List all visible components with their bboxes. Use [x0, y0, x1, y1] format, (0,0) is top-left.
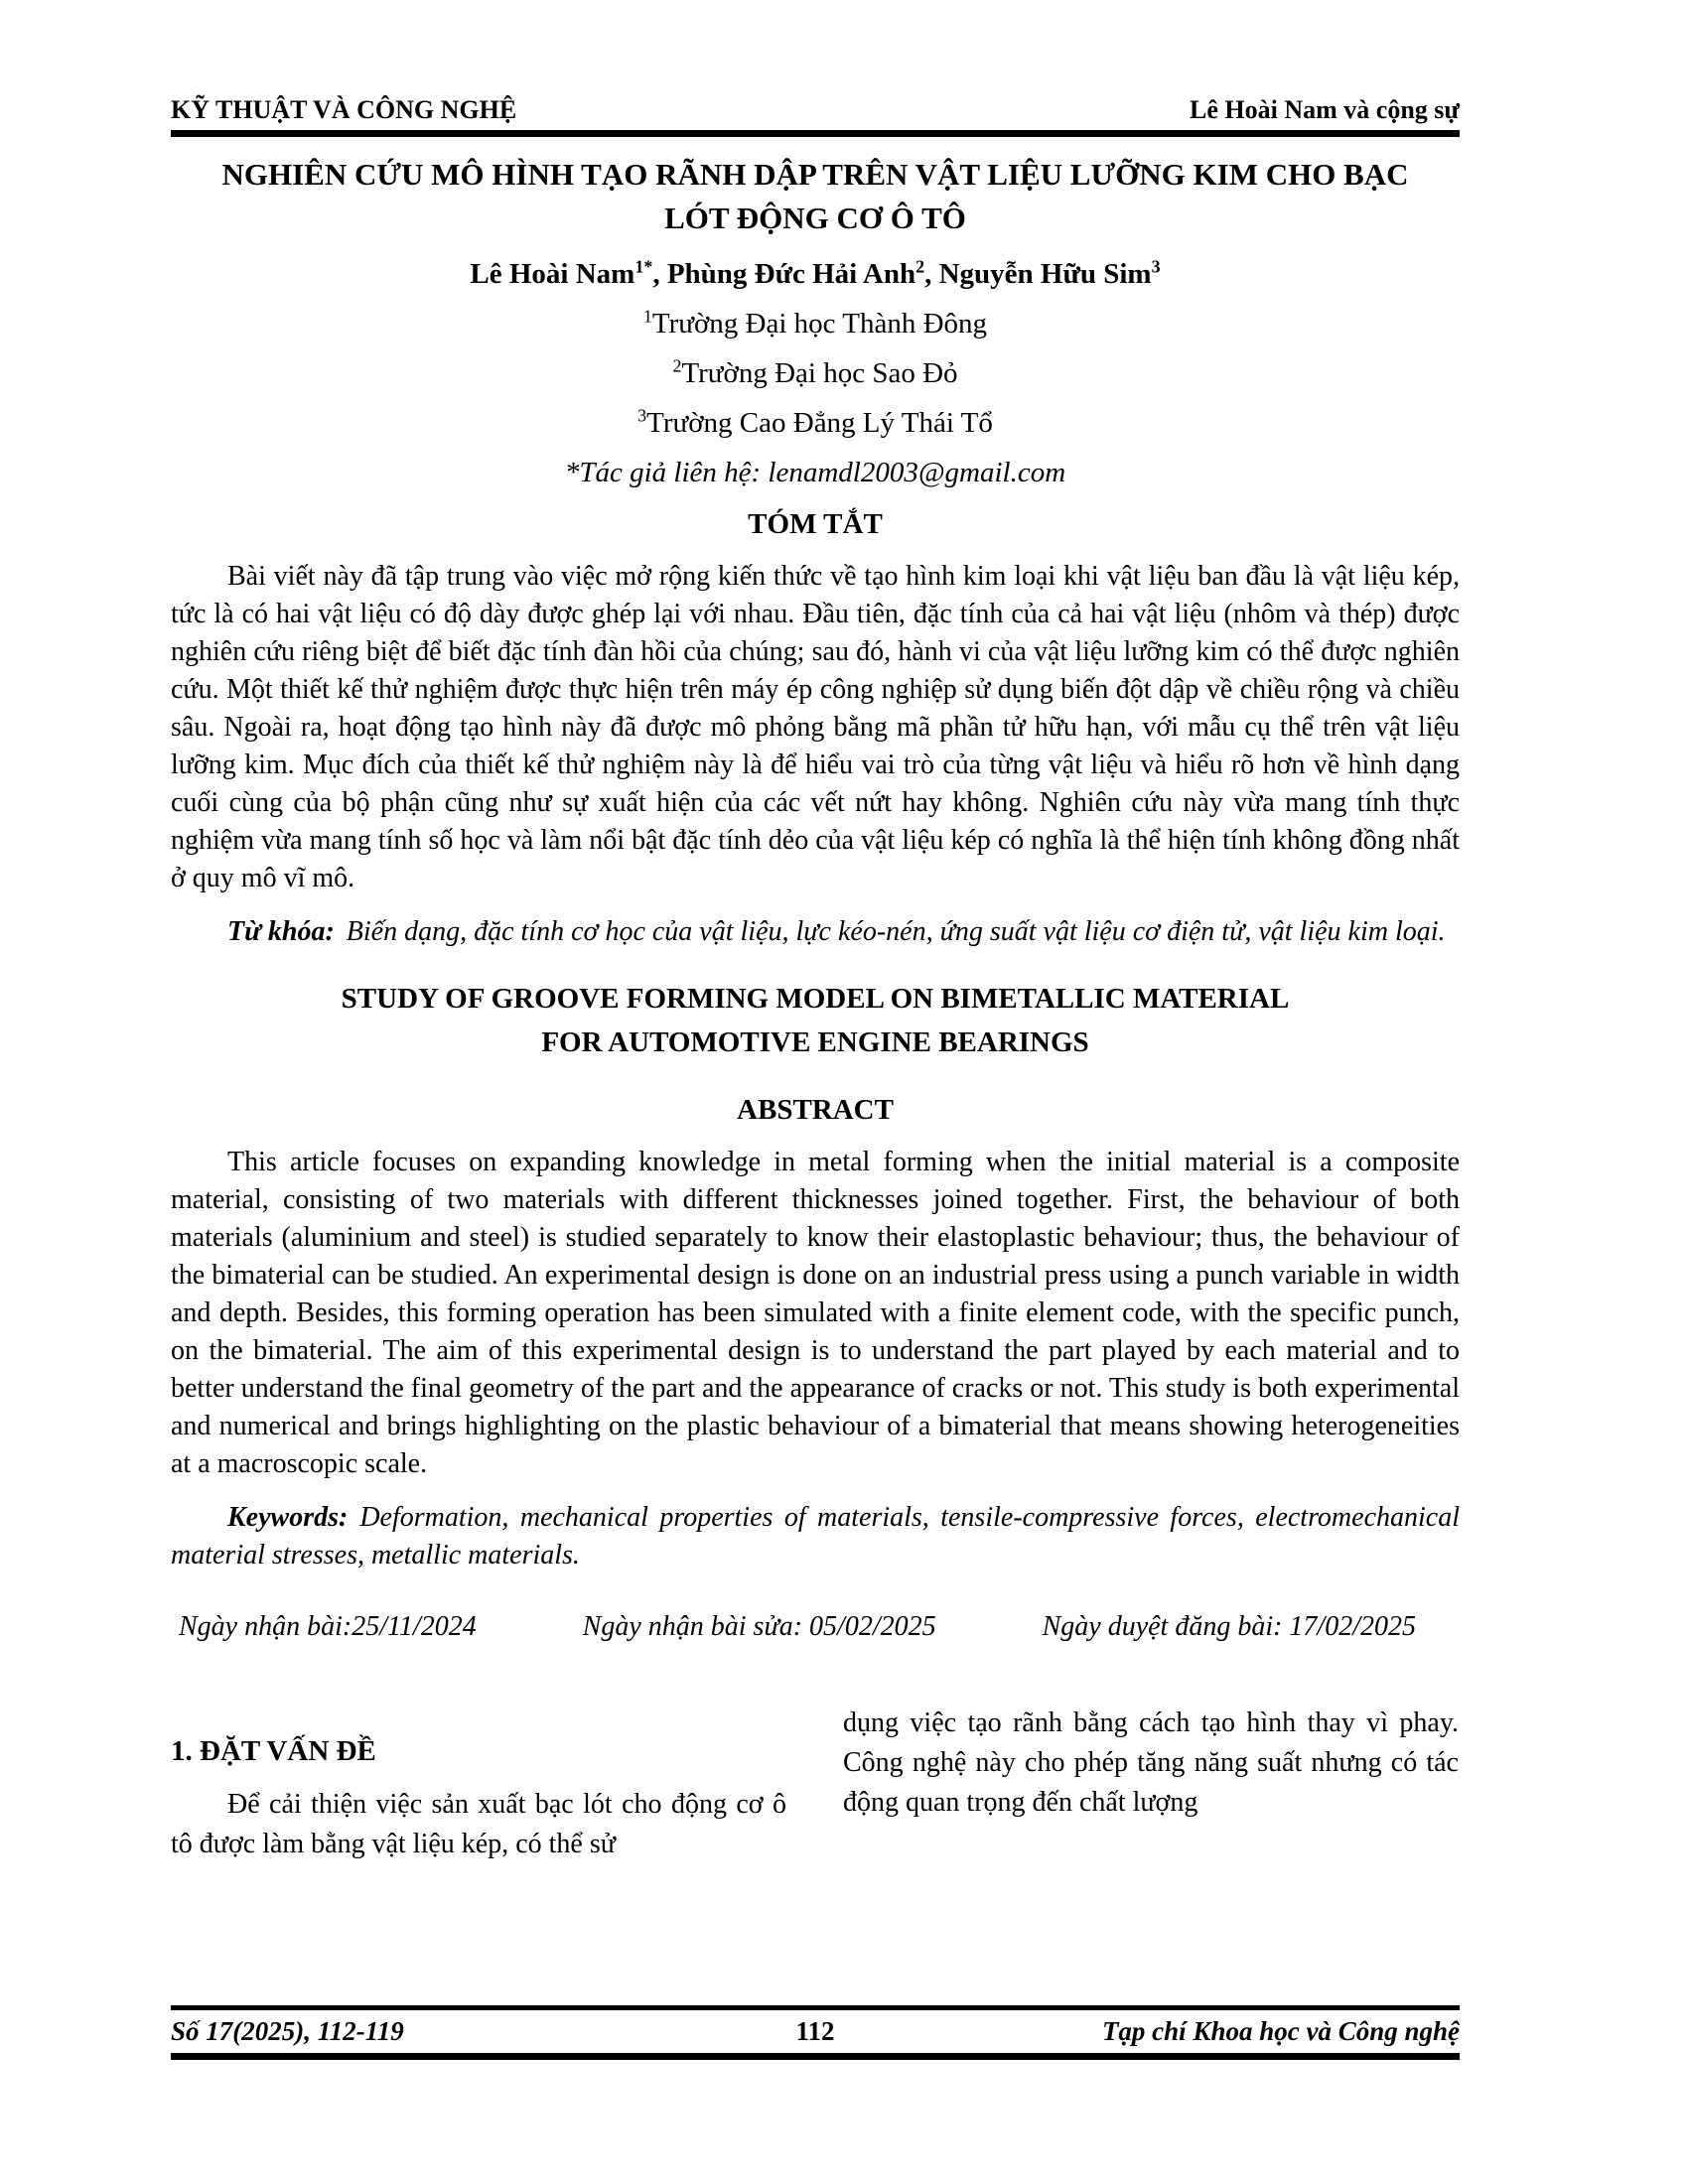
corresponding-author-note: *Tác giả liên hệ: lenamdl2003@gmail.com	[564, 457, 1066, 488]
intro-two-columns	[171, 1698, 1460, 1864]
page-footer	[171, 2005, 1460, 2060]
article-title-vi: NGHIÊN CỨU MÔ HÌNH TẠO RÃNH DẬP TRÊN VẬT LIỆU LƯỠNG KIM CHO BẠC LÓT ĐỘNG CƠ Ô TÔ	[221, 157, 1409, 235]
footer-row	[171, 2010, 1460, 2053]
date-accepted: Ngày duyệt đăng bài: 17/02/2025	[1042, 1611, 1416, 1642]
abstract-en-heading: ABSTRACT	[737, 1094, 894, 1126]
footer-issue: Số 17(2025), 112-119	[171, 2016, 404, 2046]
intro-paragraph-left: Để cải thiện việc sản xuất bạc lót cho động cơ ô tô được làm bằng vật liệu kép, có thể sử	[171, 1789, 786, 1859]
affiliation-line	[171, 353, 1460, 393]
affiliation-line	[171, 304, 1460, 343]
intro-paragraph-right: dụng việc tạo rãnh bằng cách tạo hình thay vì phay. Công nghệ này cho phép tăng năng suất nhưng có tác động quan trọng đến chất lượng	[843, 1707, 1459, 1818]
affiliation-name: Trường Đại học Sao Đỏ	[681, 357, 958, 389]
keywords-en	[171, 1499, 1460, 1574]
date-received: Ngày nhận bài:25/11/2024	[179, 1611, 477, 1642]
keywords-vi-label: Từ khóa:	[227, 916, 335, 947]
intro-column-left	[171, 1698, 786, 1864]
authors-line	[171, 254, 1460, 294]
section-1-heading: 1. ĐẶT VẤN ĐỀ	[171, 1735, 376, 1767]
abstract-vi-heading: TÓM TẮT	[748, 508, 883, 540]
affiliation-name: Trường Đại học Thành Đông	[651, 308, 988, 340]
affiliation-superscript: 3	[637, 405, 647, 426]
keywords-vi	[171, 913, 1460, 951]
footer-page-number: 112	[795, 2016, 835, 2046]
running-head	[171, 0, 1460, 125]
footer-rule-bottom	[171, 2053, 1460, 2060]
intro-column-right	[843, 1698, 1459, 1864]
author-superscript: 3	[1151, 256, 1161, 277]
footer-journal-name: Tạp chí Khoa học và Công nghệ	[1101, 2016, 1460, 2046]
author-superscript: 2	[915, 256, 925, 277]
journal-page	[171, 0, 1460, 1864]
abstract-en-text: This article focuses on expanding knowledge in metal forming when the initial material is a composite material, consisting of two materials with different thicknesses joined together. First, the behaviour of both materials (aluminium and steel) is studied separately to know their elastoplastic behaviour; thus, the behaviour of the bimaterial can be studied. An experimental design is done on an industrial press using a punch variable in width and depth. Besides, this forming operation has been simulated with a finite element code, with the specific punch, on the bimaterial. The aim of this experimental design is to understand the part played by each material and to better understand the final geometry of the part and the appearance of cracks or not. This study is both experimental and numerical and brings highlighting on the plastic behaviour of a bimaterial that means showing heterogeneities at a macroscopic scale.	[171, 1147, 1460, 1479]
author-name: , Phùng Đức Hải Anh	[652, 258, 916, 290]
header-rule	[171, 130, 1460, 137]
abstract-vi-text: Bài viết này đã tập trung vào việc mở rộng kiến thức về tạo hình kim loại khi vật liệu ban đầu là vật liệu kép, tức là có hai vật liệu có độ dày được ghép lại với nhau. Đầu tiên, đặc tính của cả hai vật liệu (nhôm và thép) được nghiên cứu riêng biệt để biết đặc tính đàn hồi của chúng; sau đó, hành vi của vật liệu lưỡng kim có thể được nghiên cứu. Một thiết kế thử nghiệm được thực hiện trên máy ép công nghiệp sử dụng biến đột dập về chiều rộng và chiều sâu. Ngoài ra, hoạt động tạo hình này đã được mô phỏng bằng mã phần tử hữu hạn, với mẫu cụ thể trên vật liệu lưỡng kim. Mục đích của thiết kế thử nghiệm này là để hiểu vai trò của từng vật liệu và hiểu rõ hơn về hình dạng cuối cùng của bộ phận cũng như sự xuất hiện của các vết nứt hay không. Nghiên cứu này vừa mang tính thực nghiệm vừa mang tính số học và làm nổi bật đặc tính dẻo của vật liệu kép có nghĩa là thể hiện tính không đồng nhất ở quy mô vĩ mô.	[171, 561, 1460, 893]
article-dates	[171, 1608, 1460, 1646]
keywords-en-label: Keywords:	[227, 1502, 349, 1533]
affiliation-superscript: 2	[672, 355, 682, 376]
date-revised: Ngày nhận bài sửa: 05/02/2025	[582, 1611, 936, 1642]
author-name: , Nguyễn Hữu Sim	[924, 258, 1152, 290]
affiliation-superscript: 1	[642, 306, 652, 327]
affiliation-name: Trường Cao Đẳng Lý Thái Tổ	[646, 407, 993, 439]
author-name: Lê Hoài Nam	[470, 258, 635, 290]
affiliation-line	[171, 403, 1460, 443]
keywords-vi-text: Biến dạng, đặc tính cơ học của vật liệu, lực kéo-nén, ứng suất vật liệu cơ điện tử, vật liệu kim loại.	[346, 916, 1446, 947]
running-head-section: KỸ THUẬT VÀ CÔNG NGHỆ	[171, 95, 517, 124]
keywords-en-text: Deformation, mechanical properties of materials, tensile-compressive forces, electromechanical material stresses, metallic materials.	[171, 1502, 1460, 1570]
article-title-en: STUDY OF GROOVE FORMING MODEL ON BIMETALLIC MATERIAL FOR AUTOMOTIVE ENGINE BEARINGS	[341, 983, 1290, 1058]
running-head-authors: Lê Hoài Nam và cộng sự	[1190, 95, 1460, 124]
author-superscript: 1*	[634, 256, 653, 277]
